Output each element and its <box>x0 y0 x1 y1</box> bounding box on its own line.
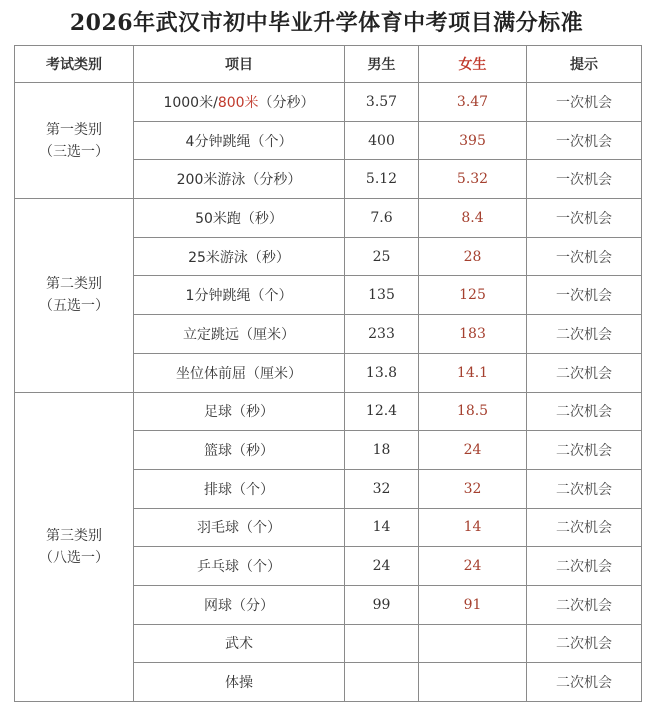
header-female: 女生 <box>419 46 527 83</box>
item-cell <box>134 83 345 122</box>
female-value: 125 <box>419 276 527 315</box>
category-2-cell <box>15 199 134 392</box>
header-male: 男生 <box>345 46 419 83</box>
header-item: 项目 <box>134 46 345 83</box>
male-value: 14 <box>345 508 419 547</box>
item-unit: （分秒） <box>258 94 315 111</box>
female-value: 28 <box>419 237 527 276</box>
female-value: 14 <box>419 508 527 547</box>
male-value: 99 <box>345 585 419 624</box>
hint-value: 一次机会 <box>527 83 642 122</box>
hint-value: 一次机会 <box>527 199 642 238</box>
table-header-row <box>15 46 642 83</box>
hint-value: 二次机会 <box>527 663 642 702</box>
female-value: 395 <box>419 121 527 160</box>
category-1-rule: （三选一） <box>39 143 109 160</box>
item-cell: 25米游泳（秒） <box>134 237 345 276</box>
page-title: 2026年武汉市初中毕业升学体育中考项目满分标准 <box>69 10 584 36</box>
item-cell: 足球（秒） <box>134 392 345 431</box>
female-value: 183 <box>419 315 527 354</box>
male-value: 400 <box>345 121 419 160</box>
female-value: 24 <box>419 431 527 470</box>
item-cell: 排球（个） <box>134 469 345 508</box>
hint-value: 二次机会 <box>527 392 642 431</box>
hint-value: 一次机会 <box>527 237 642 276</box>
table-row <box>15 83 642 122</box>
table-row <box>15 392 642 431</box>
hint-value: 二次机会 <box>527 469 642 508</box>
hint-value: 二次机会 <box>527 585 642 624</box>
male-value: 12.4 <box>345 392 419 431</box>
item-cell: 篮球（秒） <box>134 431 345 470</box>
category-1-cell <box>15 83 134 199</box>
category-3-name: 第三类别 <box>46 527 102 544</box>
hint-value: 二次机会 <box>527 547 642 586</box>
header-category: 考试类别 <box>15 46 134 83</box>
item-cell: 50米跑（秒） <box>134 199 345 238</box>
female-value: 3.47 <box>419 83 527 122</box>
table-row <box>15 199 642 238</box>
item-cell: 网球（分） <box>134 585 345 624</box>
male-value: 7.6 <box>345 199 419 238</box>
hint-value: 二次机会 <box>527 431 642 470</box>
standards-table <box>14 45 642 702</box>
item-cell: 羽毛球（个） <box>134 508 345 547</box>
female-value: 24 <box>419 547 527 586</box>
item-cell: 体操 <box>134 663 345 702</box>
hint-value: 一次机会 <box>527 276 642 315</box>
hint-value: 二次机会 <box>527 353 642 392</box>
female-value <box>419 624 527 663</box>
category-2-rule: （五选一） <box>39 298 109 315</box>
male-value: 13.8 <box>345 353 419 392</box>
male-value: 5.12 <box>345 160 419 199</box>
female-value: 32 <box>419 469 527 508</box>
item-cell: 4分钟跳绳（个） <box>134 121 345 160</box>
male-value: 24 <box>345 547 419 586</box>
male-value <box>345 624 419 663</box>
male-value: 25 <box>345 237 419 276</box>
item-name: 1000米/ <box>163 94 218 111</box>
female-value: 14.1 <box>419 353 527 392</box>
male-value: 233 <box>345 315 419 354</box>
hint-value: 一次机会 <box>527 160 642 199</box>
male-value: 32 <box>345 469 419 508</box>
female-value: 8.4 <box>419 199 527 238</box>
male-value <box>345 663 419 702</box>
hint-value: 二次机会 <box>527 315 642 354</box>
category-2-name: 第二类别 <box>46 276 102 293</box>
male-value: 135 <box>345 276 419 315</box>
male-value: 18 <box>345 431 419 470</box>
item-cell: 1分钟跳绳（个） <box>134 276 345 315</box>
hint-value: 二次机会 <box>527 508 642 547</box>
item-cell: 200米游泳（分秒） <box>134 160 345 199</box>
item-cell: 武术 <box>134 624 345 663</box>
male-value: 3.57 <box>345 83 419 122</box>
hint-value: 一次机会 <box>527 121 642 160</box>
hint-value: 二次机会 <box>527 624 642 663</box>
item-cell: 乒乓球（个） <box>134 547 345 586</box>
category-3-rule: （八选一） <box>39 549 109 566</box>
category-3-cell <box>15 392 134 702</box>
item-cell: 立定跳远（厘米） <box>134 315 345 354</box>
female-value <box>419 663 527 702</box>
female-value: 18.5 <box>419 392 527 431</box>
female-value: 5.32 <box>419 160 527 199</box>
category-1-name: 第一类别 <box>46 121 102 138</box>
item-cell: 坐位体前屈（厘米） <box>134 353 345 392</box>
item-name-female: 800米 <box>217 94 259 111</box>
header-hint: 提示 <box>527 46 642 83</box>
female-value: 91 <box>419 585 527 624</box>
